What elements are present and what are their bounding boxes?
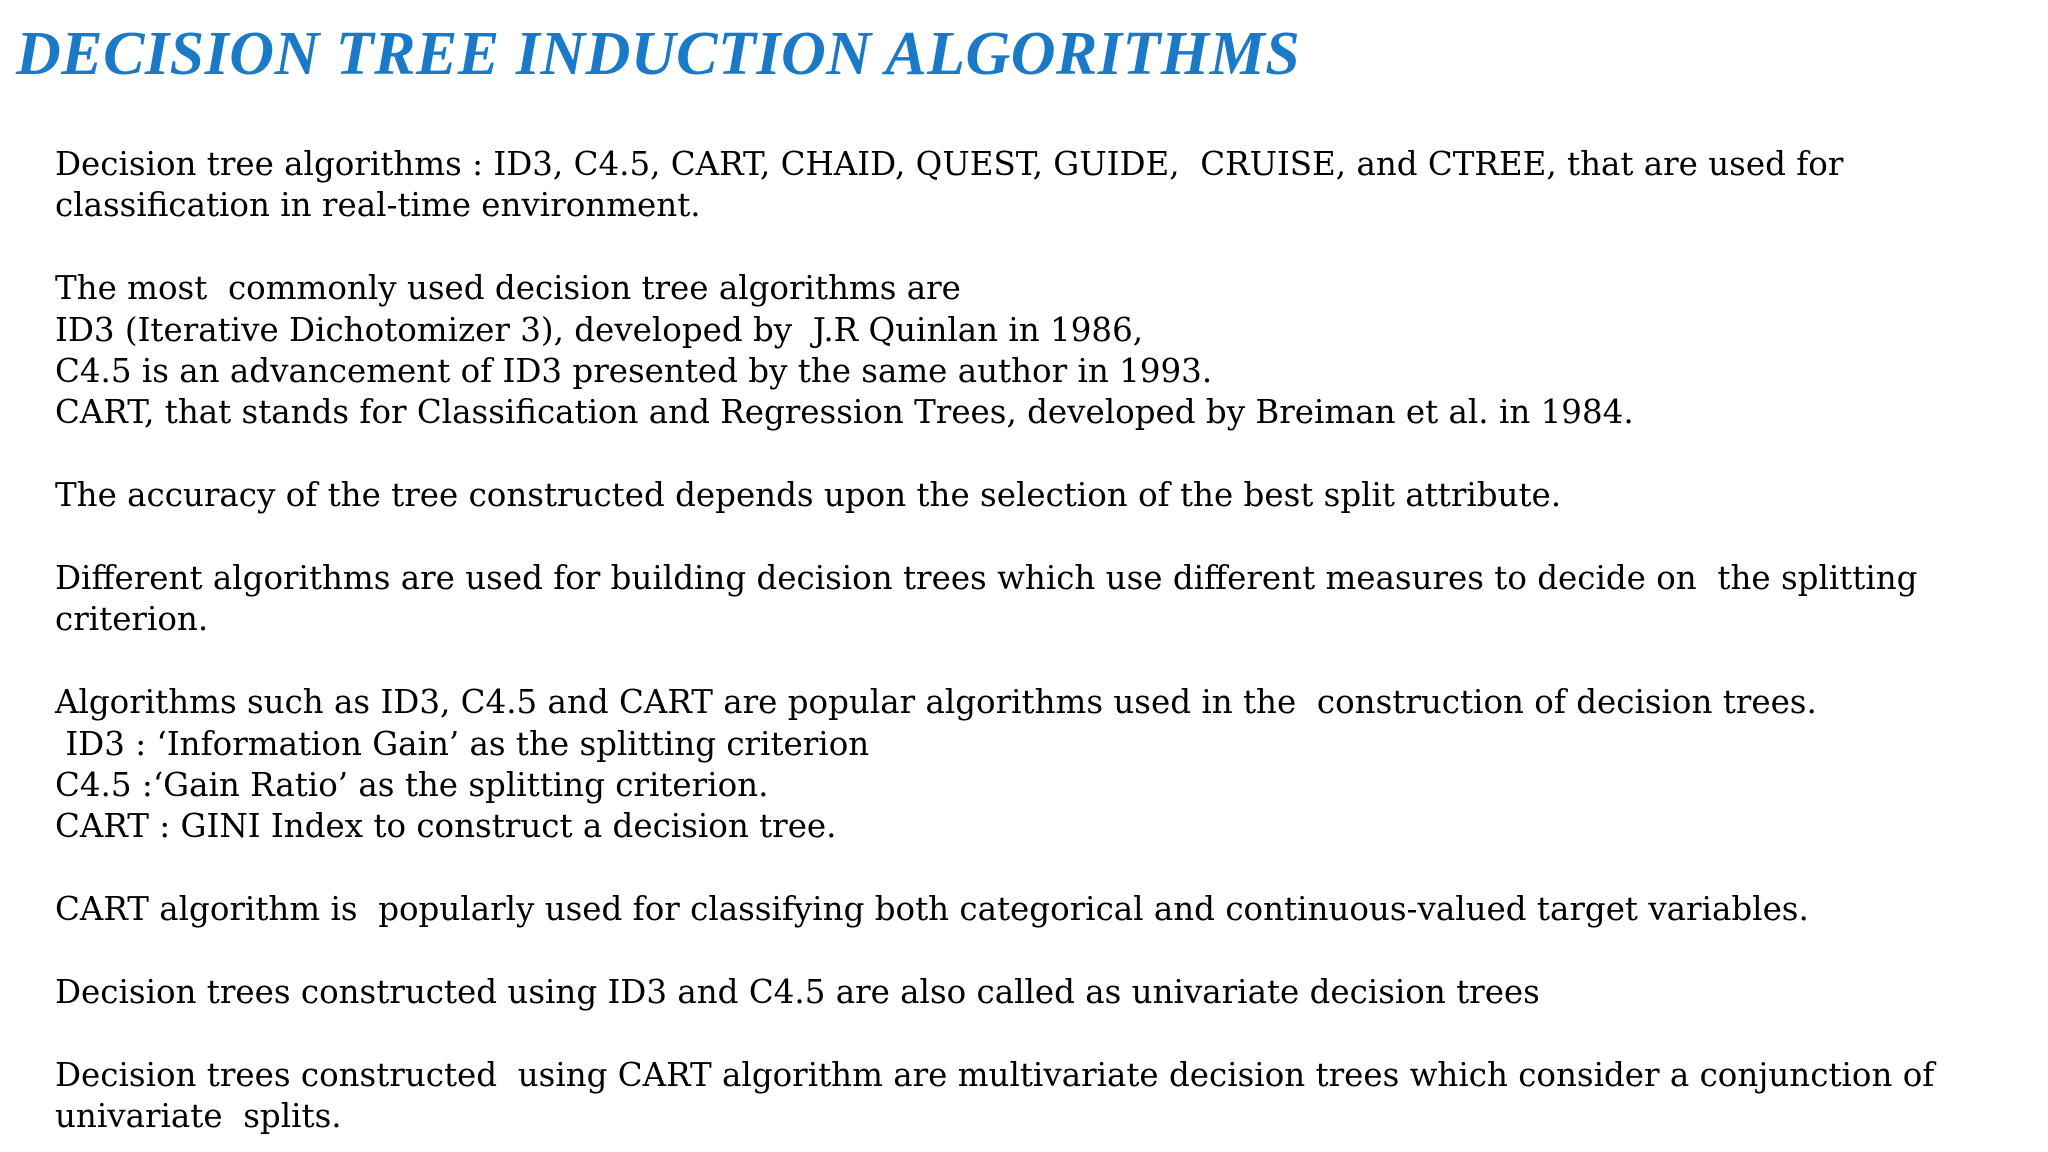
text-line: CART, that stands for Classification and Regression Trees, developed by Breiman et al. in 1984.	[55, 393, 1634, 432]
text-line: ID3 : ‘Information Gain’ as the splitting criterion	[55, 724, 870, 763]
paragraph-algorithm-list	[55, 144, 2015, 227]
text-line: C4.5 :‘Gain Ratio’ as the splitting criterion.	[55, 766, 769, 805]
paragraph-splitting-criteria	[55, 682, 2015, 848]
paragraph-common-algorithms	[55, 268, 2015, 434]
text-line: C4.5 is an advancement of ID3 presented by the same author in 1993.	[55, 352, 1213, 391]
text-line: The most commonly used decision tree algorithms are	[55, 269, 961, 308]
text-line: criterion.	[55, 600, 209, 639]
text-line: Different algorithms are used for building decision trees which use different measures to decide on the splitting	[55, 559, 1918, 598]
slide-body	[55, 144, 2015, 1138]
text-line: Decision trees constructed using ID3 and C4.5 are also called as univariate decision trees	[55, 973, 1540, 1012]
text-line: classification in real-time environment.	[55, 186, 701, 225]
slide-title: DECISION TREE INDUCTION ALGORITHMS	[16, 20, 1301, 88]
paragraph-univariate	[55, 972, 2015, 1013]
paragraph-splitting-measures	[55, 558, 2015, 641]
text-line: Decision trees constructed using CART algorithm are multivariate decision trees which consider a conjunction of	[55, 1055, 1935, 1094]
paragraph-accuracy	[55, 475, 2015, 516]
text-line: univariate splits.	[55, 1097, 342, 1136]
paragraph-cart-usage	[55, 889, 2015, 930]
text-line: ID3 (Iterative Dichotomizer 3), developed by J.R Quinlan in 1986,	[55, 310, 1144, 349]
paragraph-multivariate	[55, 1055, 2015, 1138]
text-line: CART : GINI Index to construct a decision tree.	[55, 807, 837, 846]
text-line: Decision tree algorithms : ID3, C4.5, CART, CHAID, QUEST, GUIDE, CRUISE, and CTREE, that are used for	[55, 145, 1844, 183]
text-line: The accuracy of the tree constructed depends upon the selection of the best split attribute.	[55, 476, 1562, 515]
text-line: Algorithms such as ID3, C4.5 and CART are popular algorithms used in the construction of decision trees.	[55, 683, 1817, 722]
text-line: CART algorithm is popularly used for classifying both categorical and continuous-valued target variables.	[55, 890, 1809, 929]
